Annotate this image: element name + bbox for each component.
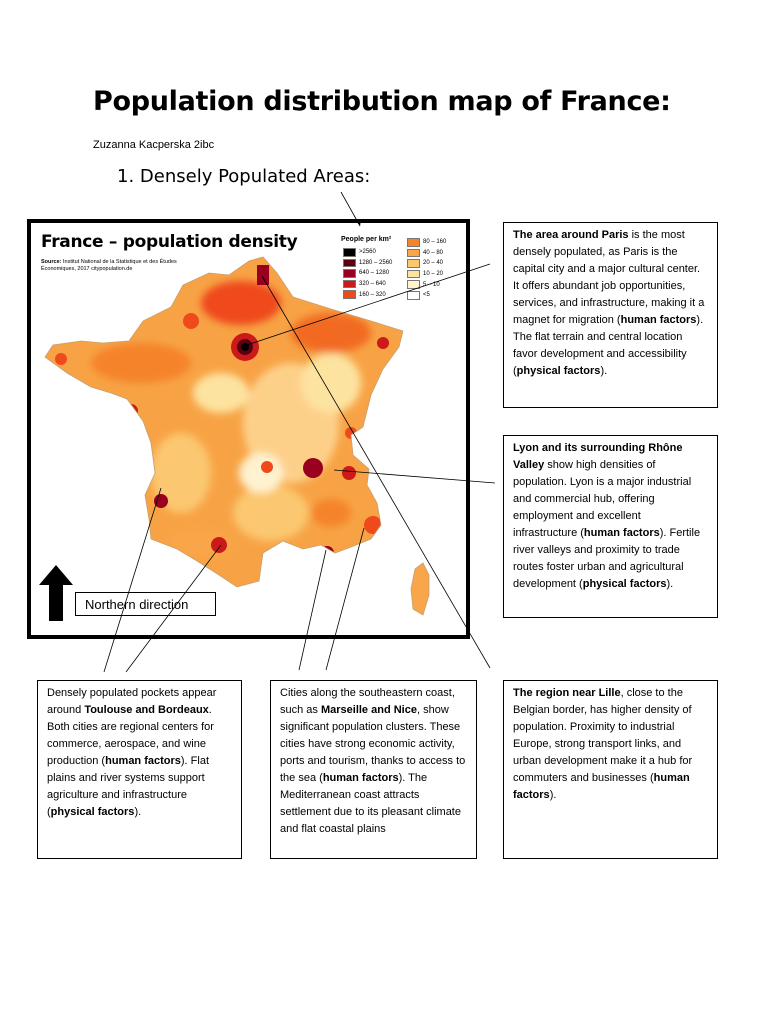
body-text: ). The flat terrain and central location favor development and accessibility ( [513, 314, 704, 377]
legend-item [343, 279, 392, 290]
legend-label: 20 – 40 [423, 260, 444, 267]
legend-label: 10 – 20 [423, 271, 444, 278]
legend-item [407, 279, 446, 290]
legend-swatch [407, 291, 420, 300]
map-title: France – population density [41, 232, 298, 252]
bold-text: The region near Lille [513, 687, 621, 699]
bold-text: The area around Paris [513, 229, 629, 241]
author-name: Zuzanna Kacperska 2ibc [93, 139, 215, 151]
legend-item [343, 247, 392, 258]
body-text: ). [134, 806, 142, 818]
legend-swatch [407, 259, 420, 268]
legend-label: 80 – 160 [423, 239, 447, 246]
legend-swatch [407, 280, 420, 289]
source-label: Source: [41, 259, 62, 265]
body-text: ). Flat plains and river systems support agriculture and infrastructure ( [47, 755, 210, 818]
legend-swatch [407, 238, 420, 247]
marseille-nice-description-box [270, 680, 477, 859]
legend-item [407, 290, 446, 301]
legend-column-dense [343, 247, 392, 300]
body-text: is the most densely populated, as Paris is the capital city and a major cultural center. It offers abundant job opportunities, services, and infrastructure, making it a magnet for migration ( [513, 229, 705, 326]
bold-text: human factors [105, 755, 181, 767]
bold-text: Marseille and Nice [320, 704, 417, 716]
bold-text: physical factors [50, 806, 135, 818]
bold-text: human factors [620, 314, 697, 326]
bold-text: physical factors [516, 365, 601, 377]
legend-label: 640 – 1280 [359, 270, 390, 277]
body-text: Cities along the southeastern coast, such as [280, 687, 455, 716]
body-text: Densely populated pockets appear around [47, 687, 217, 716]
legend-item [407, 248, 446, 259]
body-text: ). [600, 365, 608, 377]
body-text: , show significant population clusters. These cities have strong economic activity, ports and tourism, thanks to access to the sea ( [280, 704, 466, 784]
legend-label: <5 [423, 292, 430, 299]
legend-label: 160 – 320 [359, 291, 386, 298]
legend-label: 320 – 640 [359, 281, 386, 288]
legend-swatch [343, 248, 356, 257]
legend-label: 1280 – 2560 [359, 259, 393, 266]
toulouse-bordeaux-description-box [37, 680, 242, 859]
north-arrow-icon [39, 565, 73, 621]
bold-text: human factors [513, 772, 690, 801]
legend-swatch [343, 280, 356, 289]
legend-swatch [407, 270, 420, 279]
body-text: ). [666, 578, 674, 590]
legend-item [407, 237, 446, 248]
map-source [41, 259, 181, 273]
lille-description-box [503, 680, 718, 859]
legend-item [343, 289, 392, 300]
section-heading: 1. Densely Populated Areas: [117, 166, 371, 187]
body-text: ). The Mediterranean coast attracts settlement due to its pleasant climate and flat coastal plains [280, 772, 461, 835]
legend-item [343, 258, 392, 269]
source-text: Institut National de la Statistique et des Études Économiques, 2017 citypopulation.de [41, 259, 177, 272]
legend-title: People per km² [341, 236, 392, 243]
lyon-description-box [503, 435, 718, 618]
legend-swatch [343, 269, 356, 278]
body-text: show high densities of population. Lyon is a major industrial and commercial hub, offering employment and excellent infrastructure ( [513, 459, 692, 539]
body-text: , close to the Belgian border, has higher density of population. Proximity to industrial Europe, strong transport links, and urban development make it a hub for commuters and businesses ( [513, 687, 693, 784]
legend-label: >2560 [359, 249, 376, 256]
bold-text: human factors [322, 772, 399, 784]
legend-item [343, 268, 392, 279]
paris-description-box [503, 222, 718, 408]
legend-swatch [343, 259, 356, 268]
bold-text: Toulouse and Bordeaux [84, 704, 209, 716]
bold-text: human factors [583, 527, 660, 539]
body-text: ). [549, 789, 557, 801]
legend-label: 40 – 80 [423, 249, 444, 256]
bold-text: Lyon and its surrounding Rhône Valley [513, 442, 683, 471]
body-text: . Both cities are regional centers for commerce, aerospace, and wine production ( [47, 704, 214, 767]
legend-swatch [343, 290, 356, 299]
legend-item [407, 269, 446, 280]
france-map-graphic [31, 223, 466, 635]
legend-swatch [407, 249, 420, 258]
france-density-map [27, 219, 470, 639]
legend-item [407, 258, 446, 269]
page-title: Population distribution map of France: [93, 86, 671, 117]
north-direction-label: Northern direction [75, 592, 216, 616]
legend-column-sparse [407, 237, 446, 301]
bold-text: physical factors [582, 578, 667, 590]
body-text: ). Fertile river valleys and proximity to trade routes foster urban and agricultural development ( [513, 527, 701, 590]
legend-label: 5 – 10 [423, 281, 440, 288]
